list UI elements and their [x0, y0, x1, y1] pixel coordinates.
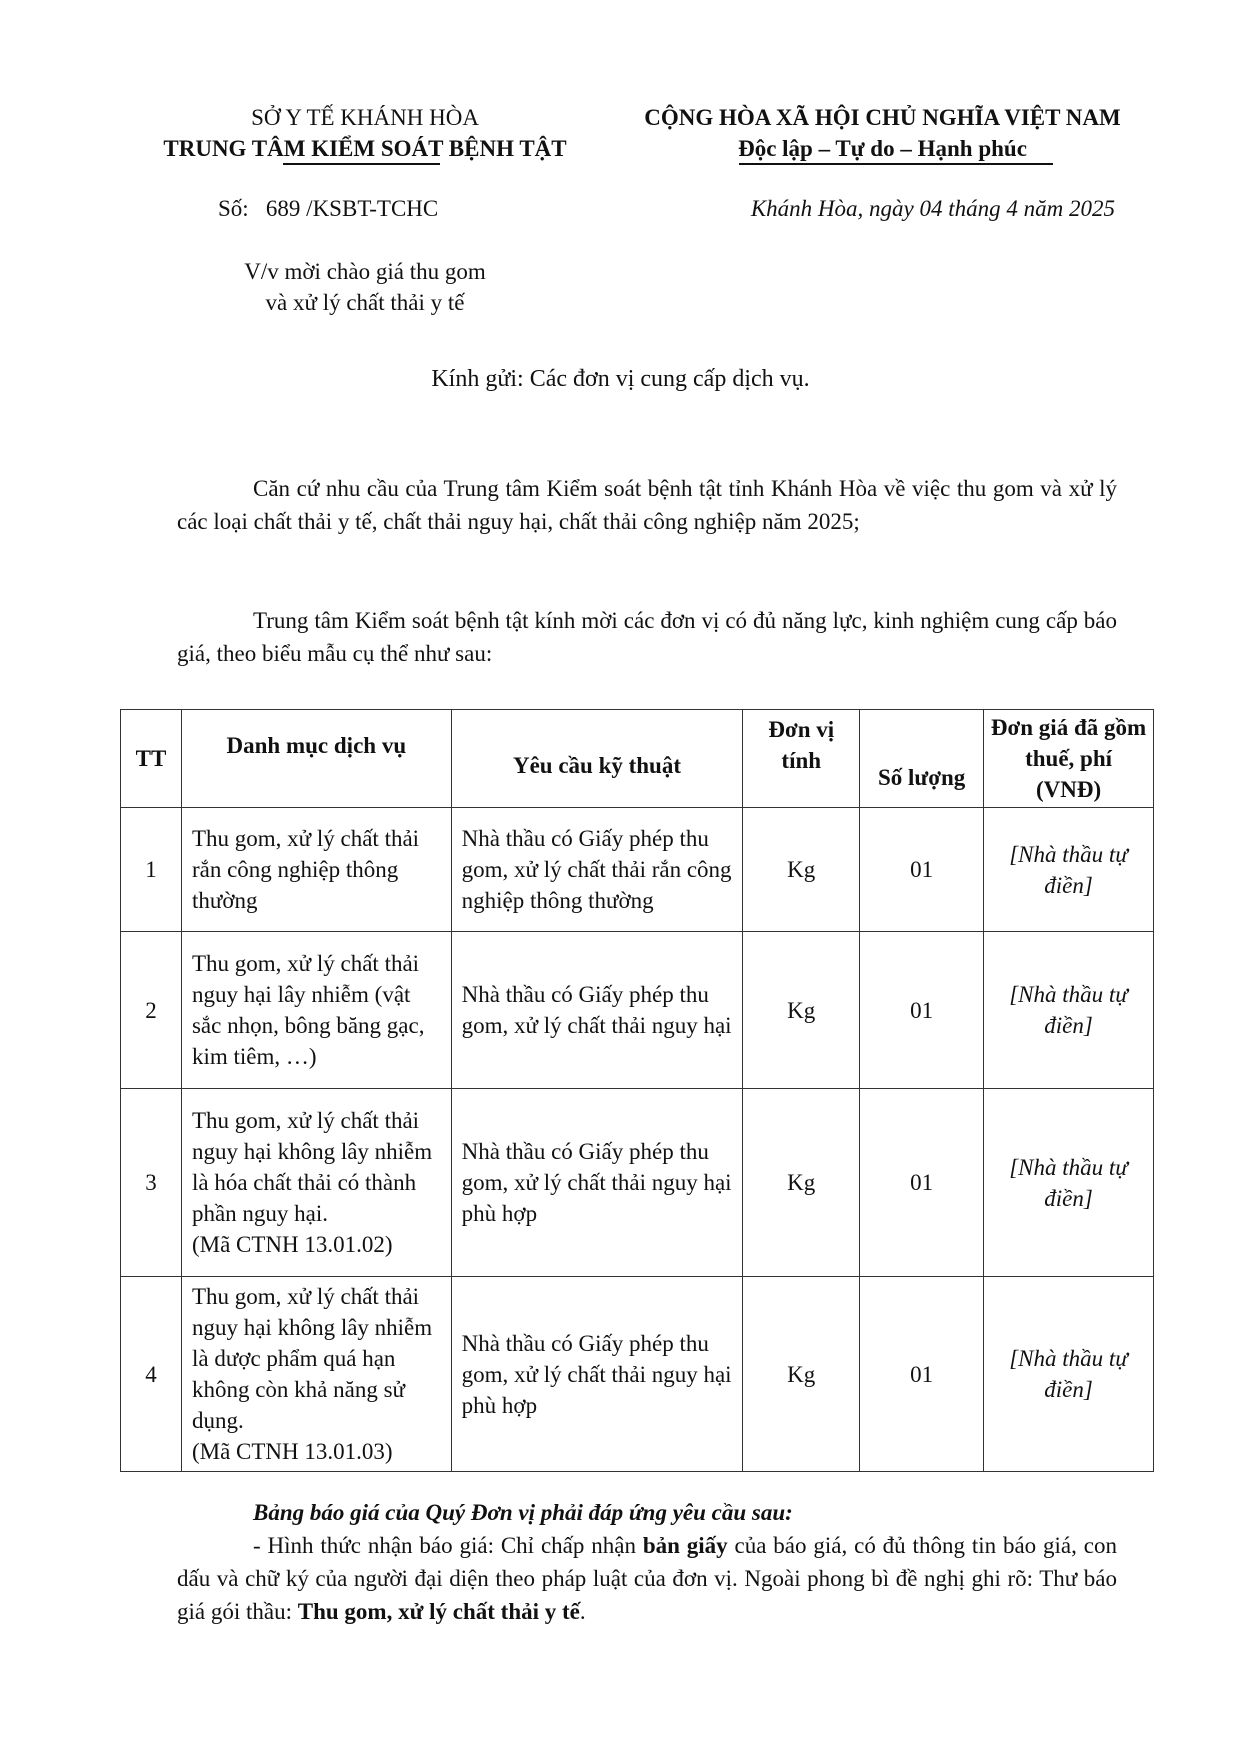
table-header-row [121, 710, 1154, 808]
row-tt: 1 [121, 808, 182, 932]
row-tt: 2 [121, 932, 182, 1089]
requirement-item-1 [177, 1529, 1117, 1628]
national-header [605, 102, 1160, 164]
document-number: Số: 689 /KSBT-TCHC [218, 196, 439, 221]
row-quantity: 01 [860, 1089, 984, 1277]
row-tt: 3 [121, 1089, 182, 1277]
row-requirement: Nhà thầu có Giấy phép thu gom, xử lý chất thải nguy hại phù hợp [451, 1089, 743, 1277]
row-price: [Nhà thầu tự điền] [984, 808, 1154, 932]
row-service-text: Thu gom, xử lý chất thải nguy hại không lây nhiễm là hóa chất thải có thành phần nguy hại. [191, 1108, 433, 1226]
agency-name: TRUNG TÂM KIỂM SOÁT BỆNH TẬT [163, 136, 567, 161]
row-requirement: Nhà thầu có Giấy phép thu gom, xử lý chất thải rắn công nghiệp thông thường [451, 808, 743, 932]
table-row [121, 932, 1154, 1089]
row-service-code: (Mã CTNH 13.01.03) [191, 1439, 393, 1464]
req1-text-a: - Hình thức nhận báo giá: Chỉ chấp nhận [253, 1533, 643, 1558]
header-requirement: Yêu cầu kỹ thuật [451, 710, 743, 808]
document-subject [110, 256, 620, 318]
row-service: Thu gom, xử lý chất thải nguy hại lây nhiễm (vật sắc nhọn, bông băng gạc, kim tiêm, …) [181, 932, 451, 1089]
paragraph-invitation: Trung tâm Kiểm soát bệnh tật kính mời các đơn vị có đủ năng lực, kinh nghiệm cung cấp báo giá, theo biểu mẫu cụ thể như sau: [177, 608, 1117, 666]
row-quantity: 01 [860, 808, 984, 932]
header-tt: TT [121, 710, 182, 808]
salutation: Kính gửi: Các đơn vị cung cấp dịch vụ. [431, 366, 810, 392]
table-row [121, 1089, 1154, 1277]
table-row [121, 808, 1154, 932]
table-row [121, 1277, 1154, 1472]
row-unit: Kg [743, 1277, 860, 1472]
subject-line-1: V/v mời chào giá thu gom [244, 259, 486, 284]
row-service-code: (Mã CTNH 13.01.02) [191, 1232, 393, 1257]
row-quantity: 01 [860, 932, 984, 1089]
service-table [120, 709, 1154, 1472]
header-price: Đơn giá đã gồm thuế, phí (VNĐ) [984, 710, 1154, 808]
place-date: Khánh Hòa, ngày 04 tháng 4 năm 2025 [750, 196, 1115, 221]
header-quantity: Số lượng [860, 710, 984, 808]
motto-underline [739, 163, 1053, 165]
row-unit: Kg [743, 808, 860, 932]
row-price: [Nhà thầu tự điền] [984, 1277, 1154, 1472]
agency-parent: SỞ Y TẾ KHÁNH HÒA [251, 105, 479, 130]
row-price: [Nhà thầu tự điền] [984, 932, 1154, 1089]
national-motto: Độc lập – Tự do – Hạnh phúc [738, 136, 1027, 161]
subject-line-2: và xử lý chất thải y tế [265, 290, 465, 315]
row-unit: Kg [743, 1089, 860, 1277]
header-unit: Đơn vị tính [743, 710, 860, 808]
row-requirement: Nhà thầu có Giấy phép thu gom, xử lý chất thải nguy hại [451, 932, 743, 1089]
row-service: Thu gom, xử lý chất thải rắn công nghiệp thông thường [181, 808, 451, 932]
row-service [181, 1089, 451, 1277]
national-title: CỘNG HÒA XÃ HỘI CHỦ NGHĨA VIỆT NAM [644, 105, 1121, 130]
row-requirement: Nhà thầu có Giấy phép thu gom, xử lý chất thải nguy hại phù hợp [451, 1277, 743, 1472]
req1-bold-paper: bản giấy [642, 1533, 728, 1558]
requirements-heading: Bảng báo giá của Quý Đơn vị phải đáp ứng yêu cầu sau: [253, 1500, 793, 1525]
row-unit: Kg [743, 932, 860, 1089]
req1-text-end: . [579, 1599, 586, 1624]
row-tt: 4 [121, 1277, 182, 1472]
req1-text-b: của báo giá, có đủ thông tin báo giá, con dấu và chữ ký của người đại diện theo pháp luật của đơn vị. Ngoài phong bì đề nghị ghi rõ: Thư báo giá gói thầu: [177, 1533, 1117, 1624]
header-service: Danh mục dịch vụ [181, 710, 451, 808]
agency-underline [283, 163, 440, 165]
row-service [181, 1277, 451, 1472]
agency-header [110, 102, 620, 164]
paragraph-basis: Căn cứ nhu cầu của Trung tâm Kiểm soát bệnh tật tỉnh Khánh Hòa về việc thu gom và xử lý các loại chất thải y tế, chất thải nguy hại, chất thải công nghiệp năm 2025; [177, 476, 1117, 534]
row-price: [Nhà thầu tự điền] [984, 1089, 1154, 1277]
row-service-text: Thu gom, xử lý chất thải nguy hại không lây nhiễm là dược phẩm quá hạn không còn khả năng sử dụng. [191, 1284, 433, 1433]
req1-bold-package: Thu gom, xử lý chất thải y tế [297, 1599, 580, 1624]
row-quantity: 01 [860, 1277, 984, 1472]
